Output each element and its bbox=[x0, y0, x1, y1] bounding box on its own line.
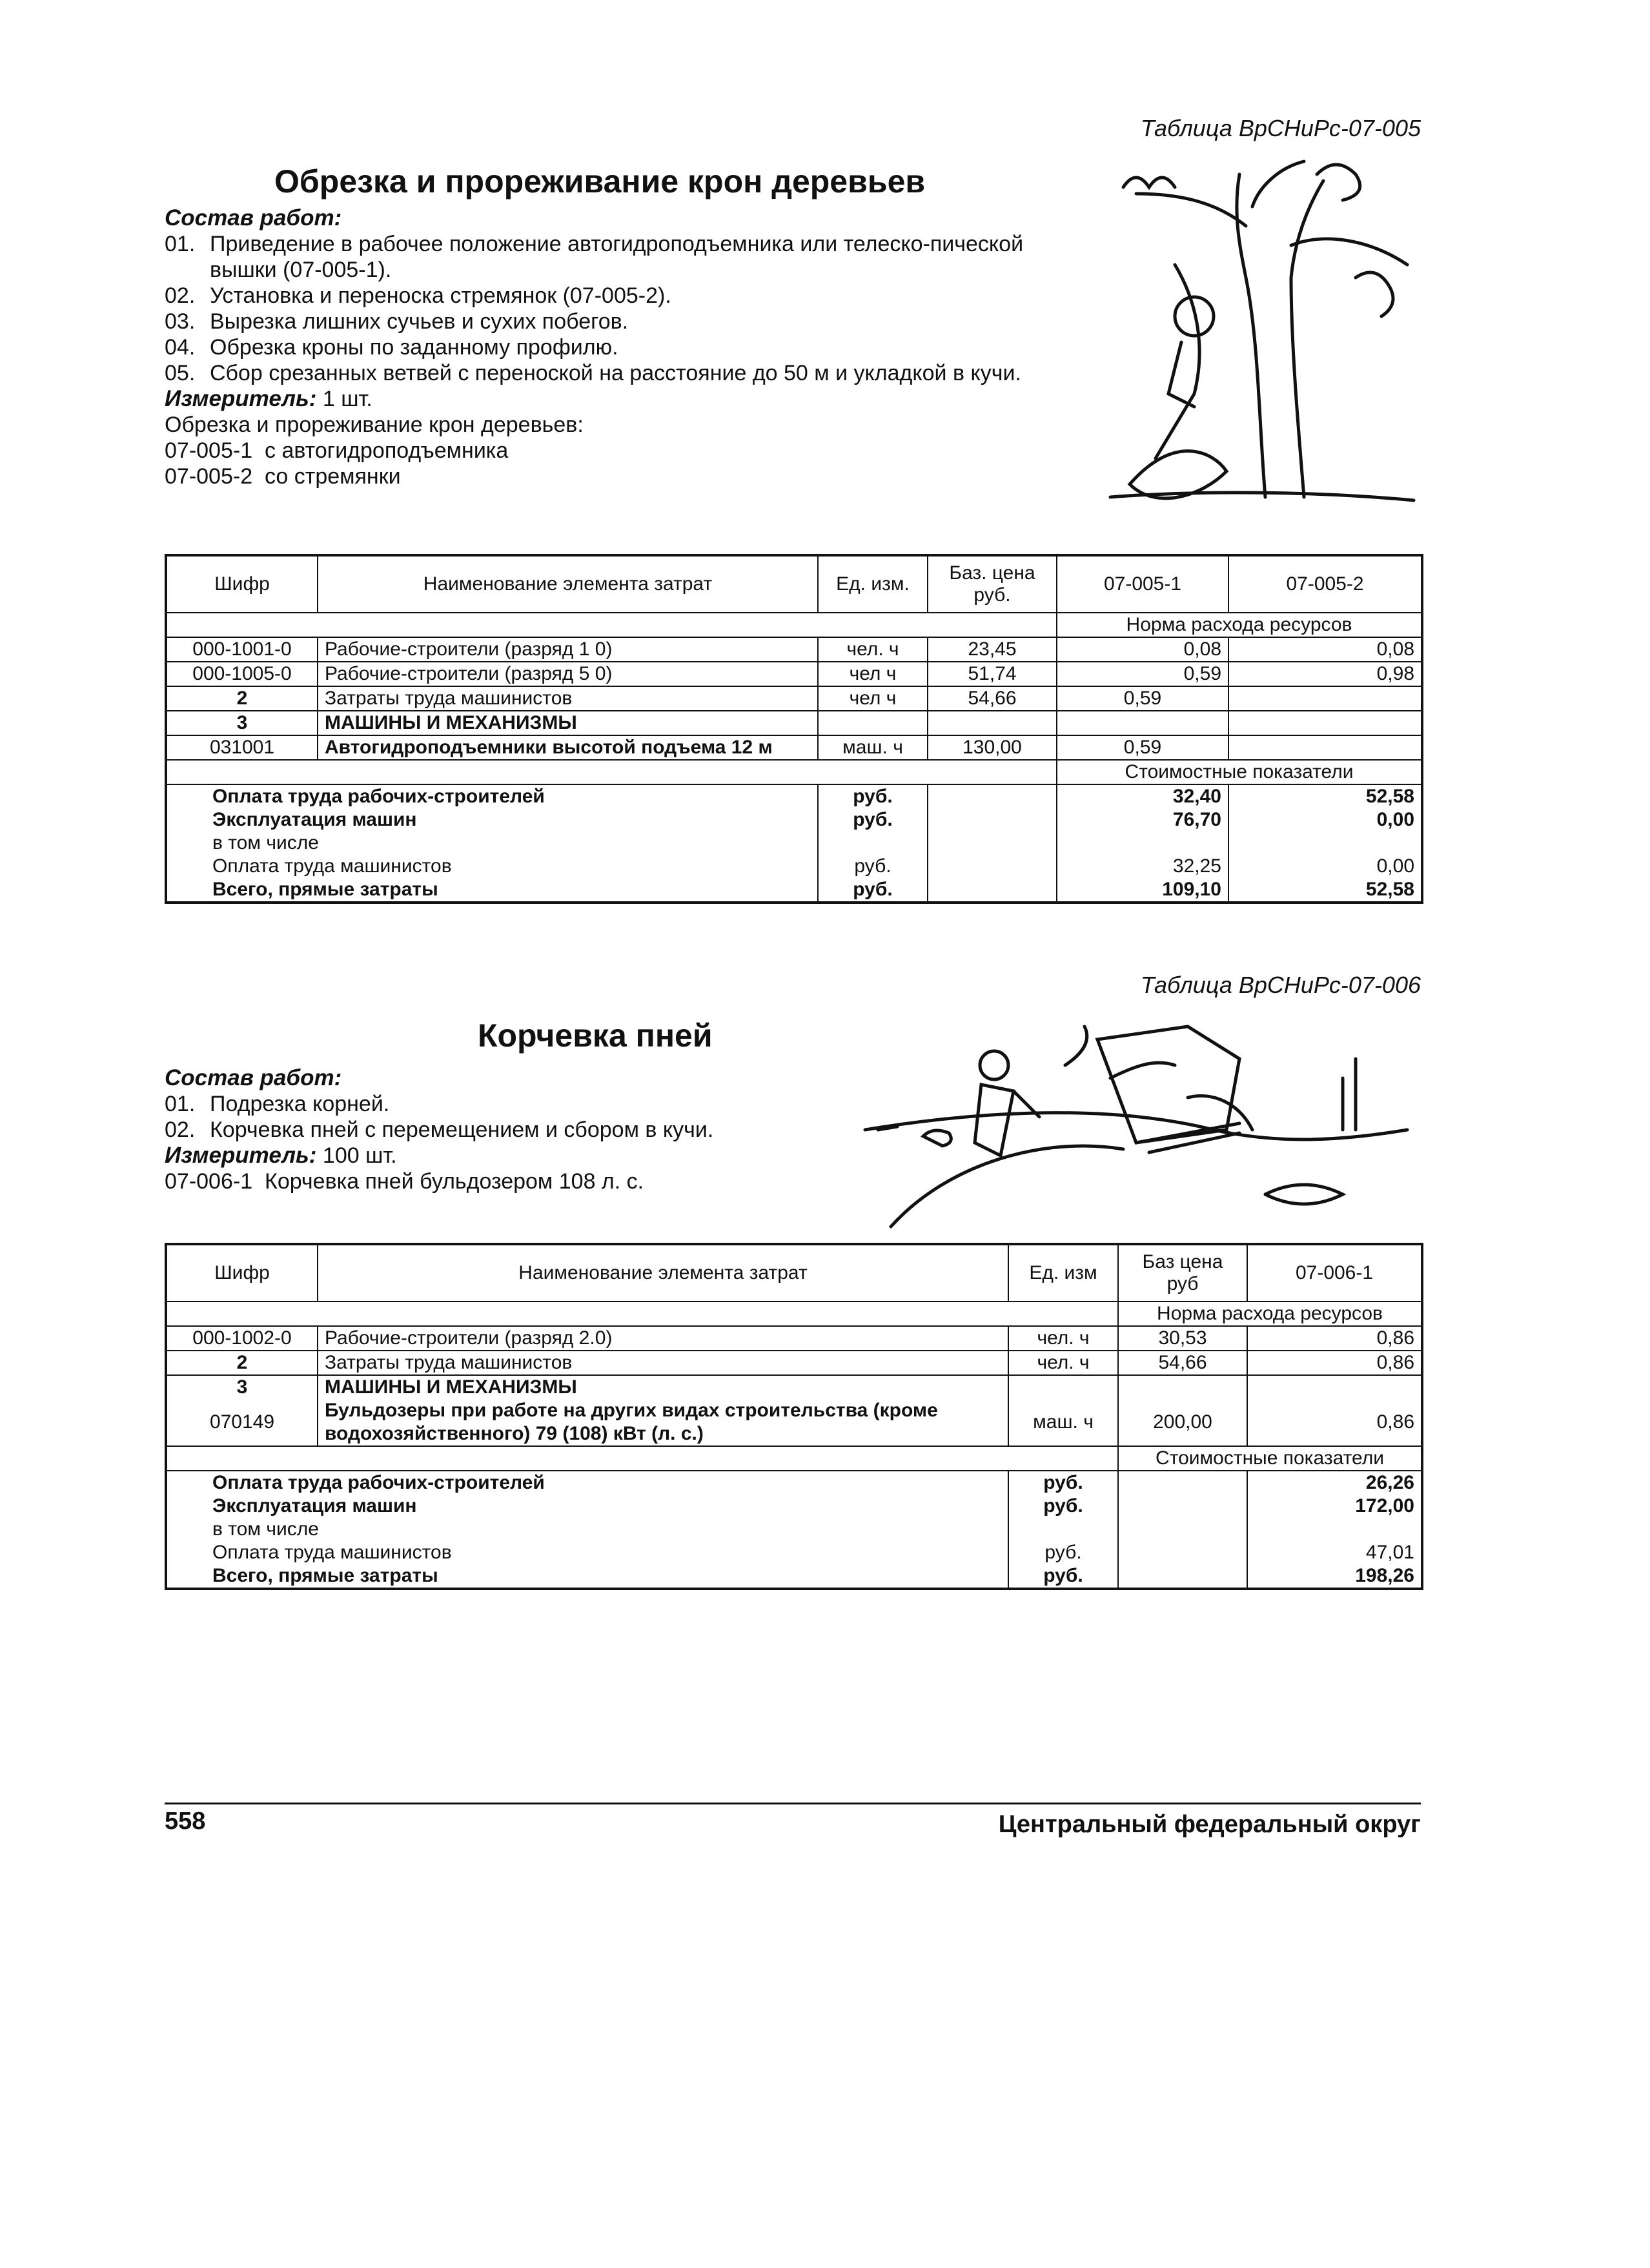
cost-value-1 bbox=[1247, 1518, 1422, 1541]
cell-name: Бульдозеры при работе на других видах строительства (кроме водохозяйственного) 79 (108) кВт (л. с.) bbox=[318, 1399, 1008, 1446]
variant-code: 07-005-1 bbox=[165, 438, 253, 463]
footer-region: Центральный федеральный округ bbox=[998, 1811, 1421, 1838]
cell-price bbox=[1118, 1375, 1247, 1399]
cell-code: 3 bbox=[166, 711, 318, 735]
table-header-row bbox=[166, 1244, 1422, 1302]
cell-value-1: 0,59 bbox=[1057, 735, 1228, 760]
cost-value-1 bbox=[1057, 832, 1228, 855]
work-list bbox=[165, 1091, 875, 1143]
subject-line: Обрезка и прореживание крон деревьев: bbox=[165, 413, 584, 437]
cost-name: в том числе bbox=[166, 832, 818, 855]
tree-pruning-illustration bbox=[1097, 148, 1427, 510]
header-code: Шифр bbox=[166, 1244, 318, 1302]
cell-value-1: 0,86 bbox=[1247, 1326, 1422, 1351]
cell-code: 000-1002-0 bbox=[166, 1326, 318, 1351]
cost-name: Всего, прямые затраты bbox=[166, 1564, 1008, 1589]
cost-row bbox=[166, 1471, 1422, 1495]
table-label: Таблица ВрСНиРс-07-006 bbox=[1140, 972, 1421, 998]
variant-text: с автогидроподъемника bbox=[265, 438, 509, 463]
meter-value: 1 шт. bbox=[322, 387, 372, 411]
work-text: Приведение в рабочее положение автогидроподъемника или телеско-пической вышки (07-005-1). bbox=[210, 232, 1024, 282]
header-code: Шифр bbox=[166, 555, 318, 613]
cost-unit: руб. bbox=[1008, 1471, 1118, 1495]
cost-name: Оплата труда рабочих-строителей bbox=[166, 784, 818, 808]
cell-unit: чел. ч bbox=[1008, 1326, 1118, 1351]
cost-value-1: 32,40 bbox=[1057, 784, 1228, 808]
work-number: 01. bbox=[165, 232, 196, 256]
cost-value-1: 76,70 bbox=[1057, 808, 1228, 832]
work-item bbox=[165, 334, 1043, 360]
cost-name: Всего, прямые затраты bbox=[166, 878, 818, 903]
cell-price: 130,00 bbox=[928, 735, 1057, 760]
header-price: Баз. цена руб. bbox=[928, 555, 1057, 613]
table-row bbox=[166, 1326, 1422, 1351]
resource-table-07-005 bbox=[165, 554, 1423, 904]
cost-name: Эксплуатация машин bbox=[166, 1495, 1008, 1518]
cell-price: 200,00 bbox=[1118, 1399, 1247, 1446]
cost-value-2: 52,58 bbox=[1228, 878, 1422, 903]
cell-value-2: 0,98 bbox=[1228, 662, 1422, 686]
header-variant-2: 07-005-2 bbox=[1228, 555, 1422, 613]
cell-name: Рабочие-строители (разряд 5 0) bbox=[318, 662, 818, 686]
work-list bbox=[165, 231, 1043, 386]
header-variant-1: 07-006-1 bbox=[1247, 1244, 1422, 1302]
cost-value-2: 0,00 bbox=[1228, 808, 1422, 832]
cell-value-1: 0,86 bbox=[1247, 1351, 1422, 1375]
cell-value-1 bbox=[1247, 1375, 1422, 1399]
header-name: Наименование элемента затрат bbox=[318, 1244, 1008, 1302]
cost-row bbox=[166, 1564, 1422, 1589]
cell-price bbox=[928, 711, 1057, 735]
cost-unit bbox=[1008, 1518, 1118, 1541]
variant-code: 07-005-2 bbox=[165, 464, 253, 489]
table-row bbox=[166, 735, 1422, 760]
header-unit: Ед. изм. bbox=[818, 555, 928, 613]
cost-value-1: 109,10 bbox=[1057, 878, 1228, 903]
cost-name: Оплата труда машинистов bbox=[166, 1541, 1008, 1564]
table-label: Таблица ВрСНиРс-07-005 bbox=[1140, 115, 1421, 141]
work-text: Корчевка пней с перемещением и сбором в кучи. bbox=[210, 1118, 714, 1142]
composition-heading: Состав работ: bbox=[165, 1065, 342, 1090]
cell-name: Рабочие-строители (разряд 1 0) bbox=[318, 637, 818, 662]
meter-label: Измеритель: bbox=[165, 1143, 317, 1168]
cell-unit: чел ч bbox=[818, 662, 928, 686]
composition-heading: Состав работ: bbox=[165, 205, 342, 230]
cost-value-1: 32,25 bbox=[1057, 855, 1228, 878]
work-composition bbox=[165, 1065, 875, 1194]
section-title: Обрезка и прореживание крон деревьев bbox=[274, 163, 926, 199]
table-row bbox=[166, 1351, 1422, 1375]
cell-unit bbox=[1008, 1375, 1118, 1399]
cell-code: 2 bbox=[166, 1351, 318, 1375]
work-text: Установка и переноска стремянок (07-005-2). bbox=[210, 283, 671, 308]
header-variant-1: 07-005-1 bbox=[1057, 555, 1228, 613]
resource-table-07-006 bbox=[165, 1243, 1423, 1590]
cost-unit: руб. bbox=[818, 878, 928, 903]
cost-label: Стоимостные показатели bbox=[1118, 1446, 1422, 1471]
table-row bbox=[166, 1399, 1422, 1446]
work-item bbox=[165, 283, 1043, 309]
cost-row bbox=[166, 784, 1422, 808]
norm-separator-row bbox=[166, 1302, 1422, 1326]
work-number: 04. bbox=[165, 335, 196, 360]
work-number: 02. bbox=[165, 283, 196, 308]
cell-value-1: 0,86 bbox=[1247, 1399, 1422, 1446]
cost-value-1: 172,00 bbox=[1247, 1495, 1422, 1518]
cost-value-1: 47,01 bbox=[1247, 1541, 1422, 1564]
work-item bbox=[165, 1091, 875, 1117]
cell-unit: маш. ч bbox=[1008, 1399, 1118, 1446]
cell-value-2 bbox=[1228, 735, 1422, 760]
cell-code: 070149 bbox=[166, 1399, 318, 1446]
table-row bbox=[166, 662, 1422, 686]
meter bbox=[165, 386, 1043, 412]
cell-value-2: 0,08 bbox=[1228, 637, 1422, 662]
footer-rule bbox=[165, 1803, 1421, 1804]
header-unit: Ед. изм bbox=[1008, 1244, 1118, 1302]
cost-row bbox=[166, 878, 1422, 903]
cell-name: Автогидроподъемники высотой подъема 12 м bbox=[318, 735, 818, 760]
work-text: Сбор срезанных ветвей с переноской на расстояние до 50 м и укладкой в кучи. bbox=[210, 361, 1021, 385]
cost-name: Оплата труда рабочих-строителей bbox=[166, 1471, 1008, 1495]
work-item bbox=[165, 1117, 875, 1143]
cost-name: Оплата труда машинистов bbox=[166, 855, 818, 878]
cell-price: 51,74 bbox=[928, 662, 1057, 686]
table-row bbox=[166, 637, 1422, 662]
cell-value-2 bbox=[1228, 711, 1422, 735]
table-row bbox=[166, 711, 1422, 735]
cell-unit: чел. ч bbox=[1008, 1351, 1118, 1375]
work-text: Подрезка корней. bbox=[210, 1092, 390, 1116]
meter bbox=[165, 1143, 875, 1169]
cell-price: 54,66 bbox=[928, 686, 1057, 711]
cell-price: 23,45 bbox=[928, 637, 1057, 662]
cell-price: 54,66 bbox=[1118, 1351, 1247, 1375]
cell-unit: чел ч bbox=[818, 686, 928, 711]
cost-row bbox=[166, 1541, 1422, 1564]
cell-unit: маш. ч bbox=[818, 735, 928, 760]
cost-unit bbox=[818, 832, 928, 855]
cell-name: МАШИНЫ И МЕХАНИЗМЫ bbox=[318, 1375, 1008, 1399]
norm-separator-row bbox=[166, 613, 1422, 637]
cell-code: 3 bbox=[166, 1375, 318, 1399]
cell-unit: чел. ч bbox=[818, 637, 928, 662]
cost-separator-row bbox=[166, 760, 1422, 784]
cost-row bbox=[166, 855, 1422, 878]
work-item bbox=[165, 360, 1043, 386]
cost-name: Эксплуатация машин bbox=[166, 808, 818, 832]
cell-code: 000-1001-0 bbox=[166, 637, 318, 662]
cell-name: Затраты труда машинистов bbox=[318, 686, 818, 711]
cost-unit: руб. bbox=[818, 808, 928, 832]
variant-line bbox=[165, 438, 1043, 464]
cell-code: 000-1005-0 bbox=[166, 662, 318, 686]
work-item bbox=[165, 309, 1043, 334]
cost-value-1: 198,26 bbox=[1247, 1564, 1422, 1589]
page-number: 558 bbox=[165, 1808, 206, 1835]
cost-name: в том числе bbox=[166, 1518, 1008, 1541]
variant-line bbox=[165, 1169, 875, 1194]
cell-name: Рабочие-строители (разряд 2.0) bbox=[318, 1326, 1008, 1351]
cell-value-2 bbox=[1228, 686, 1422, 711]
meter-label: Измеритель: bbox=[165, 386, 317, 411]
cost-value-2: 0,00 bbox=[1228, 855, 1422, 878]
cell-name: МАШИНЫ И МЕХАНИЗМЫ bbox=[318, 711, 818, 735]
norm-label: Норма расхода ресурсов bbox=[1057, 613, 1422, 637]
cell-code: 031001 bbox=[166, 735, 318, 760]
work-number: 01. bbox=[165, 1092, 196, 1116]
work-number: 03. bbox=[165, 309, 196, 334]
table-header-row bbox=[166, 555, 1422, 613]
header-name: Наименование элемента затрат bbox=[318, 555, 818, 613]
cost-value-2 bbox=[1228, 832, 1422, 855]
cell-value-1: 0,59 bbox=[1057, 686, 1228, 711]
header-price: Баз цена руб bbox=[1118, 1244, 1247, 1302]
cell-value-1: 0,59 bbox=[1057, 662, 1228, 686]
cell-unit bbox=[818, 711, 928, 735]
table-row bbox=[166, 686, 1422, 711]
cell-value-1 bbox=[1057, 711, 1228, 735]
cost-value-2: 52,58 bbox=[1228, 784, 1422, 808]
work-number: 02. bbox=[165, 1118, 196, 1142]
cost-unit: руб. bbox=[1008, 1541, 1118, 1564]
work-composition bbox=[165, 205, 1043, 489]
cost-row bbox=[166, 832, 1422, 855]
cost-unit: руб. bbox=[1008, 1495, 1118, 1518]
cost-unit: руб. bbox=[818, 855, 928, 878]
variant-line bbox=[165, 464, 1043, 489]
cell-value-1: 0,08 bbox=[1057, 637, 1228, 662]
cost-row bbox=[166, 808, 1422, 832]
cost-row bbox=[166, 1518, 1422, 1541]
cost-separator-row bbox=[166, 1446, 1422, 1471]
cost-row bbox=[166, 1495, 1422, 1518]
variant-text: Корчевка пней бульдозером 108 л. с. bbox=[265, 1169, 644, 1194]
section-title: Корчевка пней bbox=[478, 1017, 713, 1054]
cost-unit: руб. bbox=[818, 784, 928, 808]
cell-name: Затраты труда машинистов bbox=[318, 1351, 1008, 1375]
work-item bbox=[165, 231, 1043, 283]
variant-text: со стремянки bbox=[265, 464, 401, 489]
cell-code: 2 bbox=[166, 686, 318, 711]
work-text: Вырезка лишних сучьев и сухих побегов. bbox=[210, 309, 629, 334]
cost-value-1: 26,26 bbox=[1247, 1471, 1422, 1495]
work-number: 05. bbox=[165, 361, 196, 385]
variant-code: 07-006-1 bbox=[165, 1169, 253, 1194]
table-row bbox=[166, 1375, 1422, 1399]
stump-uprooting-illustration bbox=[852, 1001, 1420, 1233]
cell-price: 30,53 bbox=[1118, 1326, 1247, 1351]
cost-label: Стоимостные показатели bbox=[1057, 760, 1422, 784]
work-text: Обрезка кроны по заданному профилю. bbox=[210, 335, 618, 360]
norm-label: Норма расхода ресурсов bbox=[1118, 1302, 1422, 1326]
meter-value: 100 шт. bbox=[322, 1143, 397, 1168]
cost-unit: руб. bbox=[1008, 1564, 1118, 1589]
